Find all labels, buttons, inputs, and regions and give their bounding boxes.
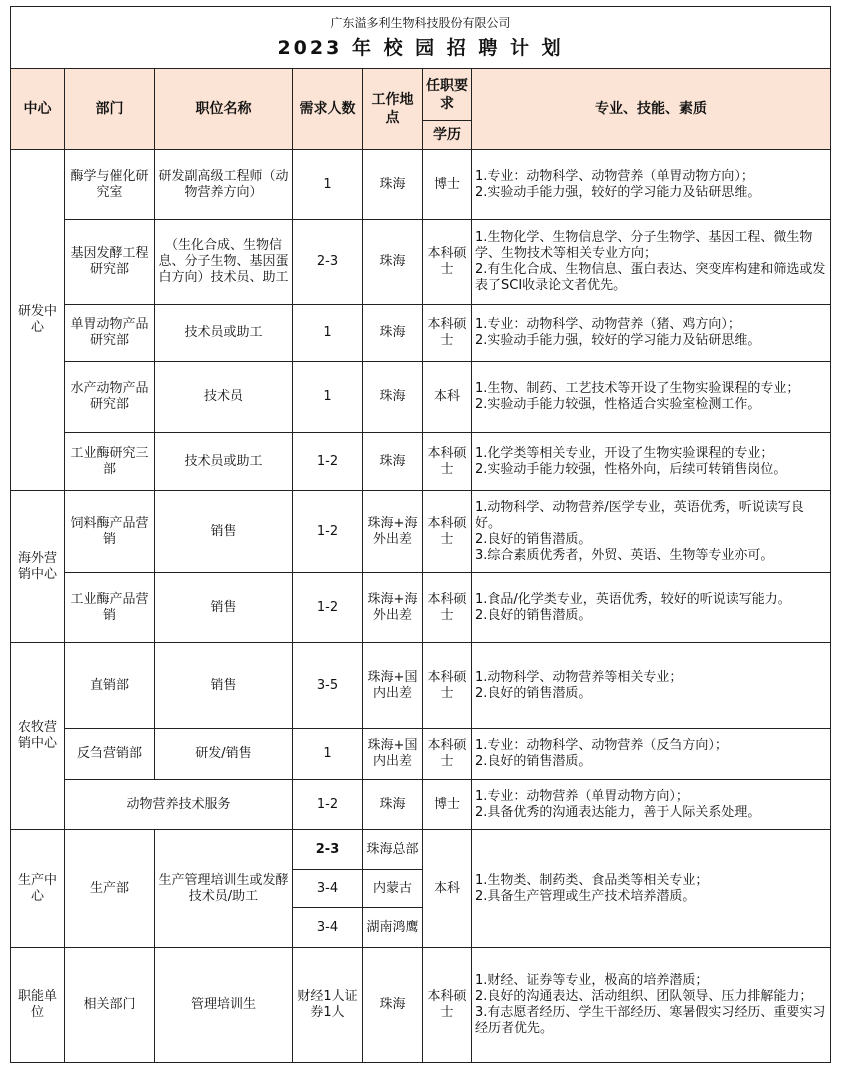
dept-cell: 单胃动物产品研究部	[65, 305, 155, 362]
center-overseas: 海外营销中心	[11, 491, 65, 643]
dept-cell: 工业酶产品营销	[65, 573, 155, 643]
skills-cell	[472, 830, 831, 948]
position-cell: 管理培训生	[155, 948, 293, 1063]
skills-cell	[472, 150, 831, 220]
header-dept: 部门	[65, 69, 155, 150]
dept-cell: 基因发酵工程研究部	[65, 220, 155, 305]
position-cell: 销售	[155, 491, 293, 573]
location-cell: 珠海	[363, 362, 423, 433]
location-cell: 珠海	[363, 220, 423, 305]
header-count: 需求人数	[293, 69, 363, 150]
count-cell: 3-4	[293, 908, 363, 948]
table-row	[11, 305, 831, 362]
dept-cell: 工业酶研究三部	[65, 433, 155, 491]
skill-line: 1.财经、证券等专业，极高的培养潜质；	[475, 973, 709, 988]
degree-cell: 本科	[423, 830, 472, 948]
count-cell: 1	[293, 305, 363, 362]
degree-cell: 本科硕士	[423, 491, 472, 573]
count-cell: 3-4	[293, 870, 363, 908]
degree-cell: 本科硕士	[423, 573, 472, 643]
degree-cell: 本科硕士	[423, 220, 472, 305]
dept-cell: 生产部	[65, 830, 155, 948]
dept-cell: 酶学与催化研究室	[65, 150, 155, 220]
company-name: 广东溢多利生物科技股份有限公司	[11, 7, 831, 33]
count-cell: 1-2	[293, 433, 363, 491]
skill-line: 1.专业：动物营养（单胃动物方向）；	[475, 788, 689, 804]
count-cell: 1-2	[293, 780, 363, 830]
skills-cell	[472, 780, 831, 830]
skills-cell	[472, 491, 831, 573]
count-cell: 1	[293, 362, 363, 433]
location-cell: 珠海	[363, 150, 423, 220]
position-cell: 技术员	[155, 362, 293, 433]
count-cell: 2-3	[293, 830, 363, 870]
position-cell: 研发/销售	[155, 729, 293, 780]
location-cell: 珠海	[363, 305, 423, 362]
center-functional: 职能单位	[11, 948, 65, 1063]
count-cell: 1-2	[293, 573, 363, 643]
count-cell: 1	[293, 150, 363, 220]
table-row	[11, 362, 831, 433]
skill-line: 3.有志愿者经历、学生干部经历、寒暑假实习经历、重要实习经历者优先。	[475, 1005, 826, 1036]
position-cell: 生产管理培训生或发酵技术员/助工	[155, 830, 293, 948]
table-row	[11, 491, 831, 573]
table-row	[11, 573, 831, 643]
degree-cell: 本科硕士	[423, 729, 472, 780]
position-cell: （生化合成、生物信息、分子生物、基因蛋白方向）技术员、助工	[155, 220, 293, 305]
header-requirement: 任职要求	[423, 69, 472, 121]
skills-cell	[472, 433, 831, 491]
dept-cell: 反刍营销部	[65, 729, 155, 780]
position-cell: 技术员或助工	[155, 433, 293, 491]
skill-line: 2.实验动手能力较强，性格适合实验室检测工作。	[475, 397, 761, 412]
skill-line: 2.具备优秀的沟通表达能力，善于人际关系处理。	[475, 804, 761, 820]
skill-line: 1.食品/化学类专业，英语优秀，较好的听说读写能力。	[475, 591, 791, 607]
skill-line: 2.良好的销售潜质。	[475, 607, 592, 623]
location-cell: 珠海+国内出差	[363, 729, 423, 780]
location-cell: 珠海+国内出差	[363, 643, 423, 729]
position-cell: 研发副高级工程师（动物营养方向）	[155, 150, 293, 220]
skill-line: 2.良好的销售潜质。	[475, 531, 592, 547]
skill-line: 2.良好的销售潜质。	[475, 754, 592, 769]
table-row	[11, 433, 831, 491]
header-location: 工作地点	[363, 69, 423, 150]
count-cell: 1	[293, 729, 363, 780]
skills-cell	[472, 729, 831, 780]
table-row	[11, 780, 831, 830]
skill-line: 2.具备生产管理或生产技术培养潜质。	[475, 888, 696, 904]
skill-line: 1.动物科学、动物营养等相关专业；	[475, 669, 683, 685]
header-center: 中心	[11, 69, 65, 150]
skill-line: 1.生物类、制药类、食品类等相关专业；	[475, 872, 709, 888]
skill-line: 1.专业：动物科学、动物营养（猪、鸡方向）；	[475, 317, 741, 332]
table-row	[11, 643, 831, 729]
location-cell: 珠海	[363, 780, 423, 830]
dept-cell: 相关部门	[65, 948, 155, 1063]
center-production: 生产中心	[11, 830, 65, 948]
skills-cell	[472, 305, 831, 362]
count-cell: 2-3	[293, 220, 363, 305]
skill-line: 1.动物科学、动物营养/医学专业，英语优秀，听说读写良好。	[475, 499, 804, 531]
dept-cell: 饲料酶产品营销	[65, 491, 155, 573]
skill-line: 2.实验动手能力较强，性格外向，后续可转销售岗位。	[475, 461, 787, 477]
degree-cell: 本科硕士	[423, 433, 472, 491]
dept-cell: 水产动物产品研究部	[65, 362, 155, 433]
location-cell: 珠海+海外出差	[363, 491, 423, 573]
degree-cell: 本科硕士	[423, 643, 472, 729]
location-cell: 内蒙古	[363, 870, 423, 908]
table-row	[11, 150, 831, 220]
location-cell: 珠海	[363, 433, 423, 491]
skill-line: 1.生物化学、生物信息学、分子生物学、基因工程、微生物学、生物技术等相关专业方向；	[475, 230, 813, 261]
skill-line: 2.良好的沟通表达、活动组织、团队领导、压力排解能力；	[475, 989, 813, 1004]
header-skills: 专业、技能、素质	[472, 69, 831, 150]
skill-line: 1.专业：动物科学、动物营养（单胃动物方向）；	[475, 168, 754, 184]
skills-cell	[472, 948, 831, 1063]
skills-cell	[472, 573, 831, 643]
count-cell: 1-2	[293, 491, 363, 573]
skill-line: 2.实验动手能力强，较好的学习能力及钻研思维。	[475, 333, 761, 348]
header-degree: 学历	[423, 121, 472, 150]
position-cell: 销售	[155, 573, 293, 643]
dept-cell: 直销部	[65, 643, 155, 729]
skill-line: 2.有生化合成、生物信息、蛋白表达、突变库构建和筛选或发表了SCI收录论文者优先。	[475, 262, 826, 293]
table-row	[11, 220, 831, 305]
dept-cell: 动物营养技术服务	[65, 780, 293, 830]
skills-cell	[472, 643, 831, 729]
skill-line: 1.化学类等相关专业，开设了生物实验课程的专业；	[475, 445, 774, 461]
page-title: 2023 年 校 园 招 聘 计 划	[11, 33, 831, 69]
header-position: 职位名称	[155, 69, 293, 150]
degree-cell: 本科	[423, 362, 472, 433]
skills-cell	[472, 362, 831, 433]
position-cell: 销售	[155, 643, 293, 729]
location-cell: 珠海+海外出差	[363, 573, 423, 643]
table-row	[11, 729, 831, 780]
position-cell: 技术员或助工	[155, 305, 293, 362]
recruitment-table	[10, 6, 831, 1063]
degree-cell: 博士	[423, 150, 472, 220]
skill-line: 1.专业：动物科学、动物营养（反刍方向）；	[475, 738, 728, 753]
location-cell: 珠海	[363, 948, 423, 1063]
degree-cell: 本科硕士	[423, 948, 472, 1063]
skill-line: 1.生物、制药、工艺技术等开设了生物实验课程的专业；	[475, 381, 800, 396]
table-row	[11, 948, 831, 1063]
table-row	[11, 830, 831, 870]
skill-line: 2.实验动手能力强，较好的学习能力及钻研思维。	[475, 184, 761, 200]
center-domestic: 农牧营销中心	[11, 643, 65, 830]
location-cell: 珠海总部	[363, 830, 423, 870]
skills-cell	[472, 220, 831, 305]
count-cell: 3-5	[293, 643, 363, 729]
location-cell: 湖南鸿鹰	[363, 908, 423, 948]
center-rd: 研发中心	[11, 150, 65, 491]
degree-cell: 博士	[423, 780, 472, 830]
degree-cell: 本科硕士	[423, 305, 472, 362]
skill-line: 2.良好的销售潜质。	[475, 685, 592, 701]
count-cell: 财经1人证券1人	[293, 948, 363, 1063]
skill-line: 3.综合素质优秀者，外贸、英语、生物等专业亦可。	[475, 547, 774, 563]
